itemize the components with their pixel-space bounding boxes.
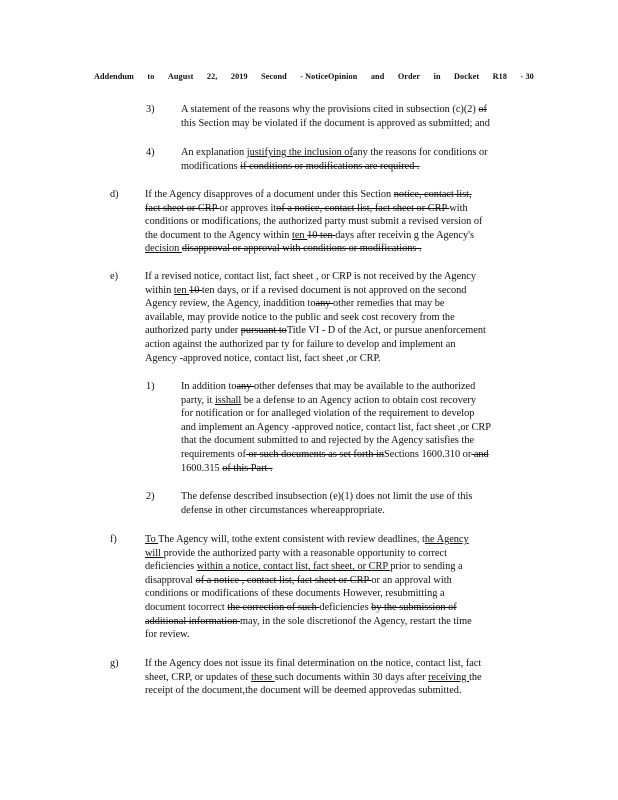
item-label: d) bbox=[110, 189, 119, 200]
paragraph-c4: An explanation justifying the inclusion ofany the reasons for conditions or modifications if conditions or modifications are required . bbox=[181, 147, 488, 172]
header-word: and bbox=[370, 72, 385, 81]
header-word: August bbox=[167, 72, 194, 81]
paragraph-e: If a revised notice, contact list, fact sheet , or CRP is not received by the Agency within ten 10 ten days, or if a revised document is not approved on the second Agency review, the Agency, inaddition toany other remedies that may be available, may provide notice to the public and seek cost recovery from the authorized party under pursuant toTitle VI - D of the Act, or pursue anenforcement action against the authorized par ty for failure to develop and implement an Agency -approved notice, contact list, fact sheet ,or CRP. bbox=[145, 271, 486, 364]
header-word: 22, bbox=[206, 72, 218, 81]
paragraph-e2: The defense described insubsection (e)(1) does not limit the use of this defense in other circumstances whereappropriate. bbox=[181, 491, 473, 516]
paragraph-g: If the Agency does not issue its final determination on the notice, contact list, fact sheet, CRP, or updates of these such documents within 30 days after receiving the receipt of the document,the document will be deemed approvedas submitted. bbox=[145, 658, 482, 697]
header-word: Order bbox=[397, 72, 421, 81]
header-word: in bbox=[433, 72, 441, 81]
paragraph-c3: A statement of the reasons why the provisions cited in subsection (c)(2) of this Section may be violated if the document is approved as submitted; and bbox=[181, 104, 490, 129]
item-label: 2) bbox=[146, 491, 155, 502]
item-label: 4) bbox=[146, 147, 155, 158]
header-word: Second bbox=[261, 72, 287, 81]
header-word: - NoticeOpinion bbox=[300, 72, 358, 81]
paragraph-e1: In addition toany other defenses that may be available to the authorized party, it isshall be a defense to an Agency action to obtain cost recovery for notification or for analleged violation of the requirement to develop and implement an Agency -approved notice, contact list, fact sheet ,or CRP that the document submitted to and rejected by the Agency satisfies the requirements of or such documents as set forth inSections 1600.310 or and 1600.315 of this Part . bbox=[181, 381, 491, 474]
paragraph-f: To The Agency will, tothe extent consistent with review deadlines, the Agency will provide the authorized party with a reasonable opportunity to correct deficiencies within a notice, contact list, fact sheet, or CRP prior to sending a disapproval of a notice , contact list, fact sheet or CRP or an approval with conditions or modifications of these documents However, resubmitting a document tocorrect the correction of such deficiencies by the submission of additional information may, in the sole discretionof the Agency, restart the time for review. bbox=[145, 534, 472, 641]
paragraph-d: If the Agency disapproves of a document under this Section notice, contact list, fact sheet or CRP or approves itof a notice, contact list, fact sheet or CRP with conditions or modifications, the authorized party must submit a revised version of the document to the Agency within ten 10 ten days after receivin g the Agency's decision disapproval or approval with conditions or modifications . bbox=[145, 189, 483, 255]
header-word: R18 bbox=[492, 72, 508, 81]
item-label: 1) bbox=[146, 381, 155, 392]
item-label: f) bbox=[110, 534, 117, 545]
header-word: - 30 bbox=[520, 72, 534, 81]
header-word: 2019 bbox=[230, 72, 248, 81]
item-label: e) bbox=[110, 271, 118, 282]
header-word: Docket bbox=[454, 72, 480, 81]
header-word: Addendum bbox=[94, 72, 134, 81]
header-word: to bbox=[147, 72, 155, 81]
running-header bbox=[94, 70, 534, 84]
item-label: 3) bbox=[146, 104, 155, 115]
item-label: g) bbox=[110, 658, 119, 669]
